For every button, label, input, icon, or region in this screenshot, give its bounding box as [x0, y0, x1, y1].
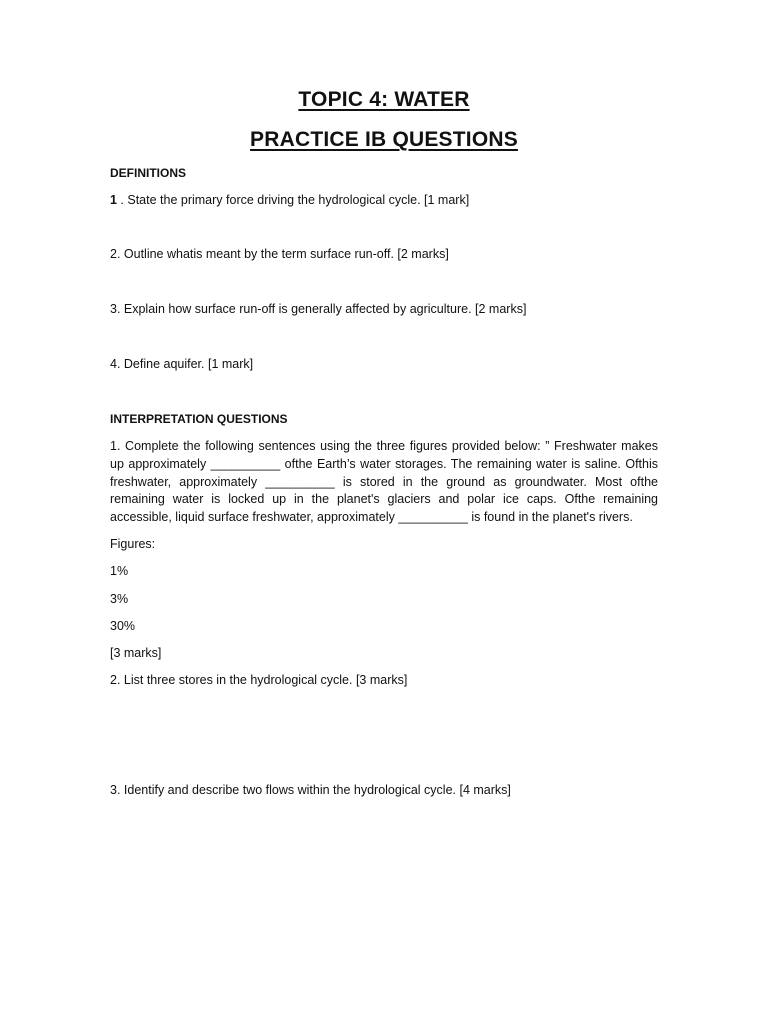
page-title: TOPIC 4: WATER	[298, 88, 470, 111]
figures-label: Figures:	[110, 537, 156, 551]
interpretation-question-3: 3. Identify and describe two flows within the hydrological cycle. [4 marks]	[110, 783, 511, 797]
question-text: . State the primary force driving the hydrological cycle. [1 mark]	[116, 193, 470, 207]
definitions-question-4: 4. Define aquifer. [1 mark]	[110, 357, 254, 371]
interpretation-heading: INTERPRETATION QUESTIONS	[110, 412, 288, 426]
question-marks: [3 marks]	[110, 646, 162, 660]
figure-item: 1%	[110, 564, 129, 578]
definitions-question-3: 3. Explain how surface run-off is generally affected by agriculture. [2 marks]	[110, 302, 527, 316]
figure-item: 30%	[110, 619, 136, 633]
page-subtitle: PRACTICE IB QUESTIONS	[250, 128, 518, 151]
interpretation-question-2: 2. List three stores in the hydrological cycle. [3 marks]	[110, 673, 408, 687]
interpretation-question-1: 1. Complete the following sentences using the three figures provided below: ” Freshwater makes up approximately __________ ofthe Earth’s water storages. The remaining water is saline. Ofthis freshwater, approximately __________ is stored in the ground as groundwater. Most ofthe remaining water is locked up in the planet's glaciers and polar ice caps. Ofthe remaining accessible, liquid surface freshwater, approximately __________ is found in the planet's rivers.	[110, 439, 658, 525]
figure-item: 3%	[110, 592, 129, 606]
definitions-question-1	[110, 192, 469, 208]
definitions-heading: DEFINITIONS	[110, 166, 187, 180]
definitions-question-2: 2. Outline whatis meant by the term surface run-off. [2 marks]	[110, 247, 449, 261]
question-number: 1	[110, 193, 117, 207]
